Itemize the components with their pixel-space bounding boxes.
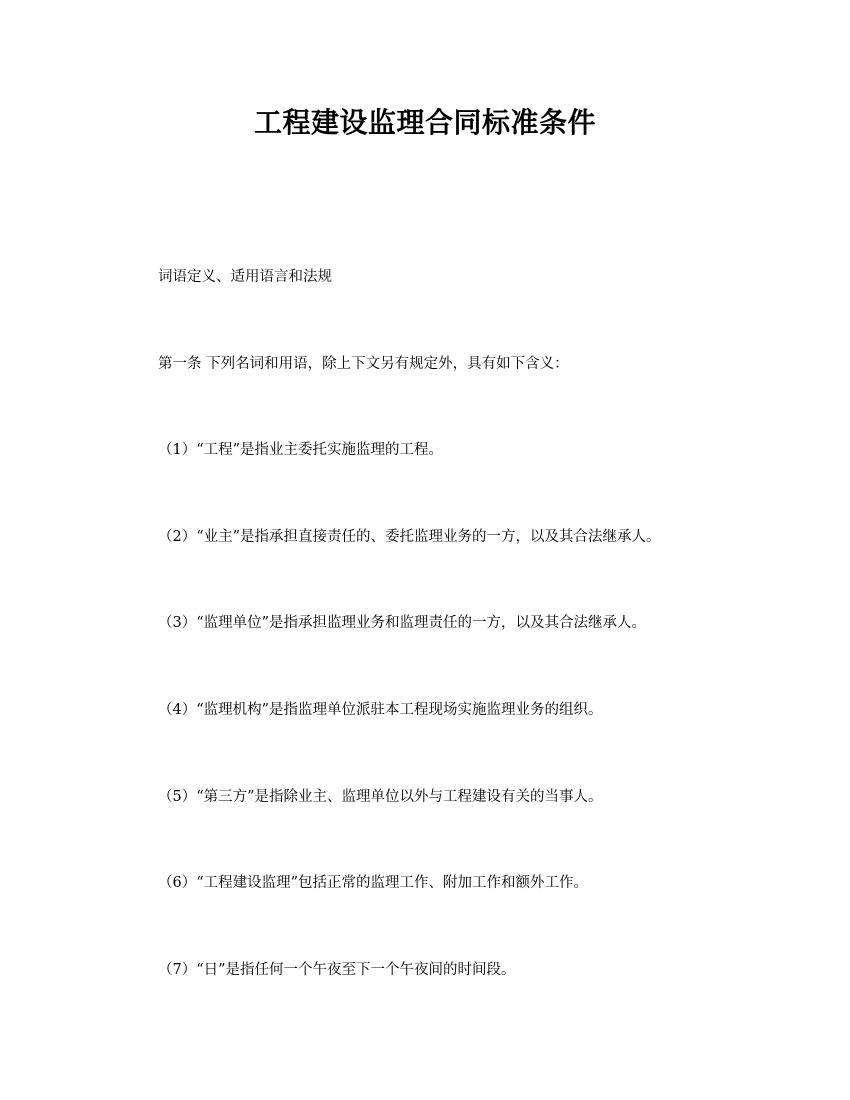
definition-item-7: （7）“日”是指任何一个午夜至下一个午夜间的时间段。 — [158, 962, 516, 978]
document-title: 工程建设监理合同标准条件 — [253, 106, 596, 139]
definition-item-3: （3）“监理单位”是指承担监理业务和监理责任的一方，以及其合法继承人。 — [158, 615, 647, 631]
definition-item-4: （4）“监理机构”是指监理单位派驻本工程现场实施监理业务的组织。 — [158, 702, 603, 718]
definition-item-6: （6）“工程建设监理”包括正常的监理工作、附加工作和额外工作。 — [158, 875, 589, 891]
article-1-text: 第一条 下列名词和用语，除上下文另有规定外，具有如下含义： — [158, 356, 569, 372]
definition-item-2: （2）“业主”是指承担直接责任的、委托监理业务的一方，以及其合法继承人。 — [158, 529, 661, 545]
section-heading: 词语定义、适用语言和法规 — [158, 269, 332, 285]
definition-item-1: （1）“工程”是指业主委托实施监理的工程。 — [158, 442, 444, 458]
definition-item-5: （5）“第三方”是指除业主、监理单位以外与工程建设有关的当事人。 — [158, 789, 603, 805]
